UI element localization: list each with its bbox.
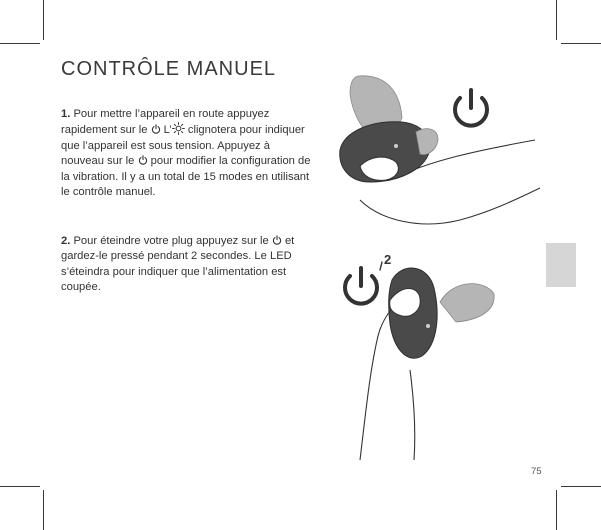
step-1-text-b: L’ xyxy=(163,124,172,137)
crop-mark xyxy=(561,43,601,44)
crop-mark xyxy=(561,486,601,487)
power-icon xyxy=(138,155,148,165)
illustration-short-press xyxy=(330,70,550,240)
power-icon xyxy=(272,235,282,245)
page-number: 75 xyxy=(531,466,542,477)
crop-mark xyxy=(556,0,557,40)
step-2-paragraph xyxy=(61,234,311,296)
crop-mark xyxy=(0,486,40,487)
section-tab xyxy=(546,243,576,287)
step-1-paragraph xyxy=(61,107,311,200)
step-1-text-d: pour modifier la configuration de la vibration. Il y a un total de 15 modes en utilisant le contrôle manuel. xyxy=(61,155,311,199)
led-light-icon xyxy=(172,122,185,135)
crop-mark xyxy=(43,0,44,40)
illustration-hold-press xyxy=(330,240,530,470)
power-icon xyxy=(455,90,487,126)
page-title: CONTRÔLE MANUEL xyxy=(61,58,277,80)
power-icon xyxy=(345,268,377,304)
step-2-text-b: et gardez-le pressé pendant 2 secondes. Le LED s’éteindra pour indiquer que l’alimentation est coupée. xyxy=(61,235,295,294)
crop-mark xyxy=(556,490,557,530)
step-1-text-c: clignotera pour indiquer que l’appareil est sous tension. Appuyez à nouveau sur le xyxy=(61,124,305,168)
crop-mark xyxy=(43,490,44,530)
hold-duration-label: 2 xyxy=(384,252,392,267)
step-1-number: 1. xyxy=(61,108,71,120)
step-2-text-a: Pour éteindre votre plug appuyez sur le xyxy=(73,235,269,247)
crop-mark xyxy=(0,43,40,44)
power-icon xyxy=(151,124,161,134)
plug-illustration xyxy=(440,284,494,322)
step-2-number: 2. xyxy=(61,235,71,247)
step-1-text-a: Pour mettre l’appareil en route appuyez rapidement sur le xyxy=(61,108,270,137)
